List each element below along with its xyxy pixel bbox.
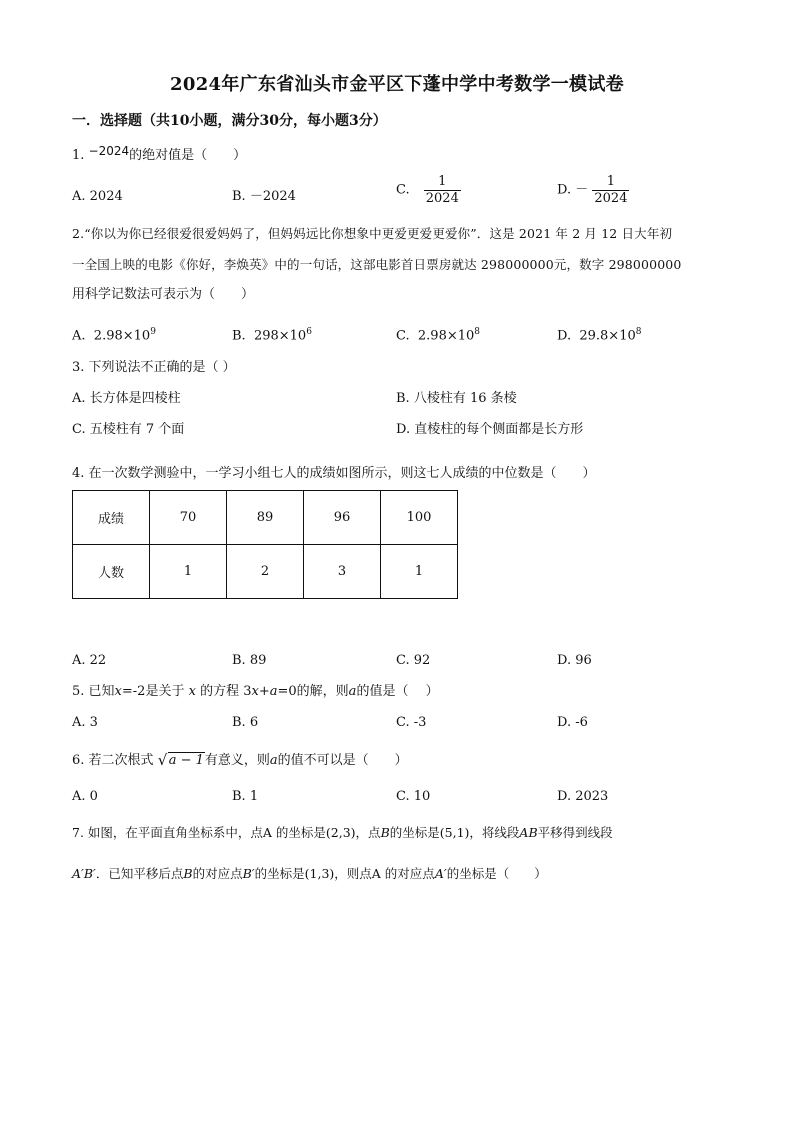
question-6-option-b: B. 1 [232,789,259,804]
table-cell: 100 [381,491,458,545]
question-2-option-a: A. $2.98\times 10^9$ [72,327,156,344]
question-5-stem: 5. 已知x=-2是关于 x 的方程 3x+a=0的解，则a的值是（ ） [72,684,439,699]
question-7-stem-line-1: 7. 如图，在平面直角坐标系中，点A 的坐标是(2,3)，点B的坐标是(5,1)，将线段AB平移得到线段 [72,825,613,840]
score-table [72,490,458,599]
question-2-stem-line-1: 2.“你以为你已经很爱很爱妈妈了，但妈妈远比你想象中更爱更爱更爱你”．这是 2021 年 2 月 12 日大年初 [72,226,673,241]
question-3-option-a: A. 长方体是四棱柱 [72,391,181,406]
question-1-option-a: A. 2024 [72,189,123,204]
question-1-stem: 1. −2024的绝对值是（ ） [72,144,247,163]
page-title: 2024年广东省汕头市金平区下蓬中学中考数学一模试卷 [170,74,624,95]
question-4-option-d: D. 96 [557,653,592,668]
question-5-option-c: C. -3 [396,715,427,730]
table-row [73,545,458,599]
question-5-option-d: D. -6 [557,715,588,730]
question-1-option-d: D. － $\frac{1}{2024}$ [557,174,628,206]
question-3-stem: 3. 下列说法不正确的是（ ） [72,360,236,375]
fraction: $\frac{1}{2024}$ [425,174,459,206]
question-3-option-d: D. 直棱柱的每个侧面都是长方形 [396,422,584,437]
square-root: √ a − 1 [157,751,204,769]
question-4-option-c: C. 92 [396,653,431,668]
question-4-stem: 4. 在一次数学测验中，一学习小组七人的成绩如图所示，则这七人成绩的中位数是（ ） [72,466,596,481]
fraction: $\frac{1}{2024}$ [594,174,628,206]
question-2-stem-line-2: 一全国上映的电影《你好，李焕英》中的一句话，这部电影首日票房就达 298000000元，数字 298000000 [72,257,682,272]
table-cell: 1 [381,545,458,599]
table-cell: 96 [304,491,381,545]
question-6-option-a: A. 0 [72,789,98,804]
question-1-option-b: B. －2024 [232,189,296,204]
table-cell: 2 [227,545,304,599]
question-1-option-c: C. $\frac{1}{2024}$ [396,174,459,206]
radical-sign-icon: √ [157,751,168,769]
question-5-option-b: B. 6 [232,715,259,730]
question-3-option-b: B. 八棱柱有 16 条棱 [396,391,517,406]
question-4-option-a: A. 22 [72,653,107,668]
question-5-option-a: A. 3 [72,715,98,730]
table-cell: 70 [150,491,227,545]
question-2-stem-line-3: 用科学记数法可表示为（ ） [72,287,255,302]
table-cell: 1 [150,545,227,599]
table-row [73,491,458,545]
question-2-option-c: C. $2.98\times 10^8$ [396,327,481,344]
table-cell: 89 [227,491,304,545]
table-cell: 成绩 [73,491,150,545]
question-6-stem: 6. 若二次根式 √ a − 1有意义，则a的值不可以是（ ） [72,751,408,769]
question-3-option-c: C. 五棱柱有 7 个面 [72,422,185,437]
question-6-option-c: C. 10 [396,789,431,804]
question-6-option-d: D. 2023 [557,789,609,804]
question-7-stem-line-2: A′B′．已知平移后点B的对应点B′的坐标是(1,3)，则点A 的对应点A′的坐标是（ ） [72,866,547,881]
question-4-option-b: B. 89 [232,653,267,668]
table-cell: 3 [304,545,381,599]
table-cell: 人数 [73,545,150,599]
question-2-option-b: B. $298\times 10^6$ [232,327,312,344]
question-2-option-d: D. $29.8\times 10^8$ [557,327,642,344]
section-heading: 一．选择题（共10小题，满分30分，每小题3分） [72,113,387,129]
